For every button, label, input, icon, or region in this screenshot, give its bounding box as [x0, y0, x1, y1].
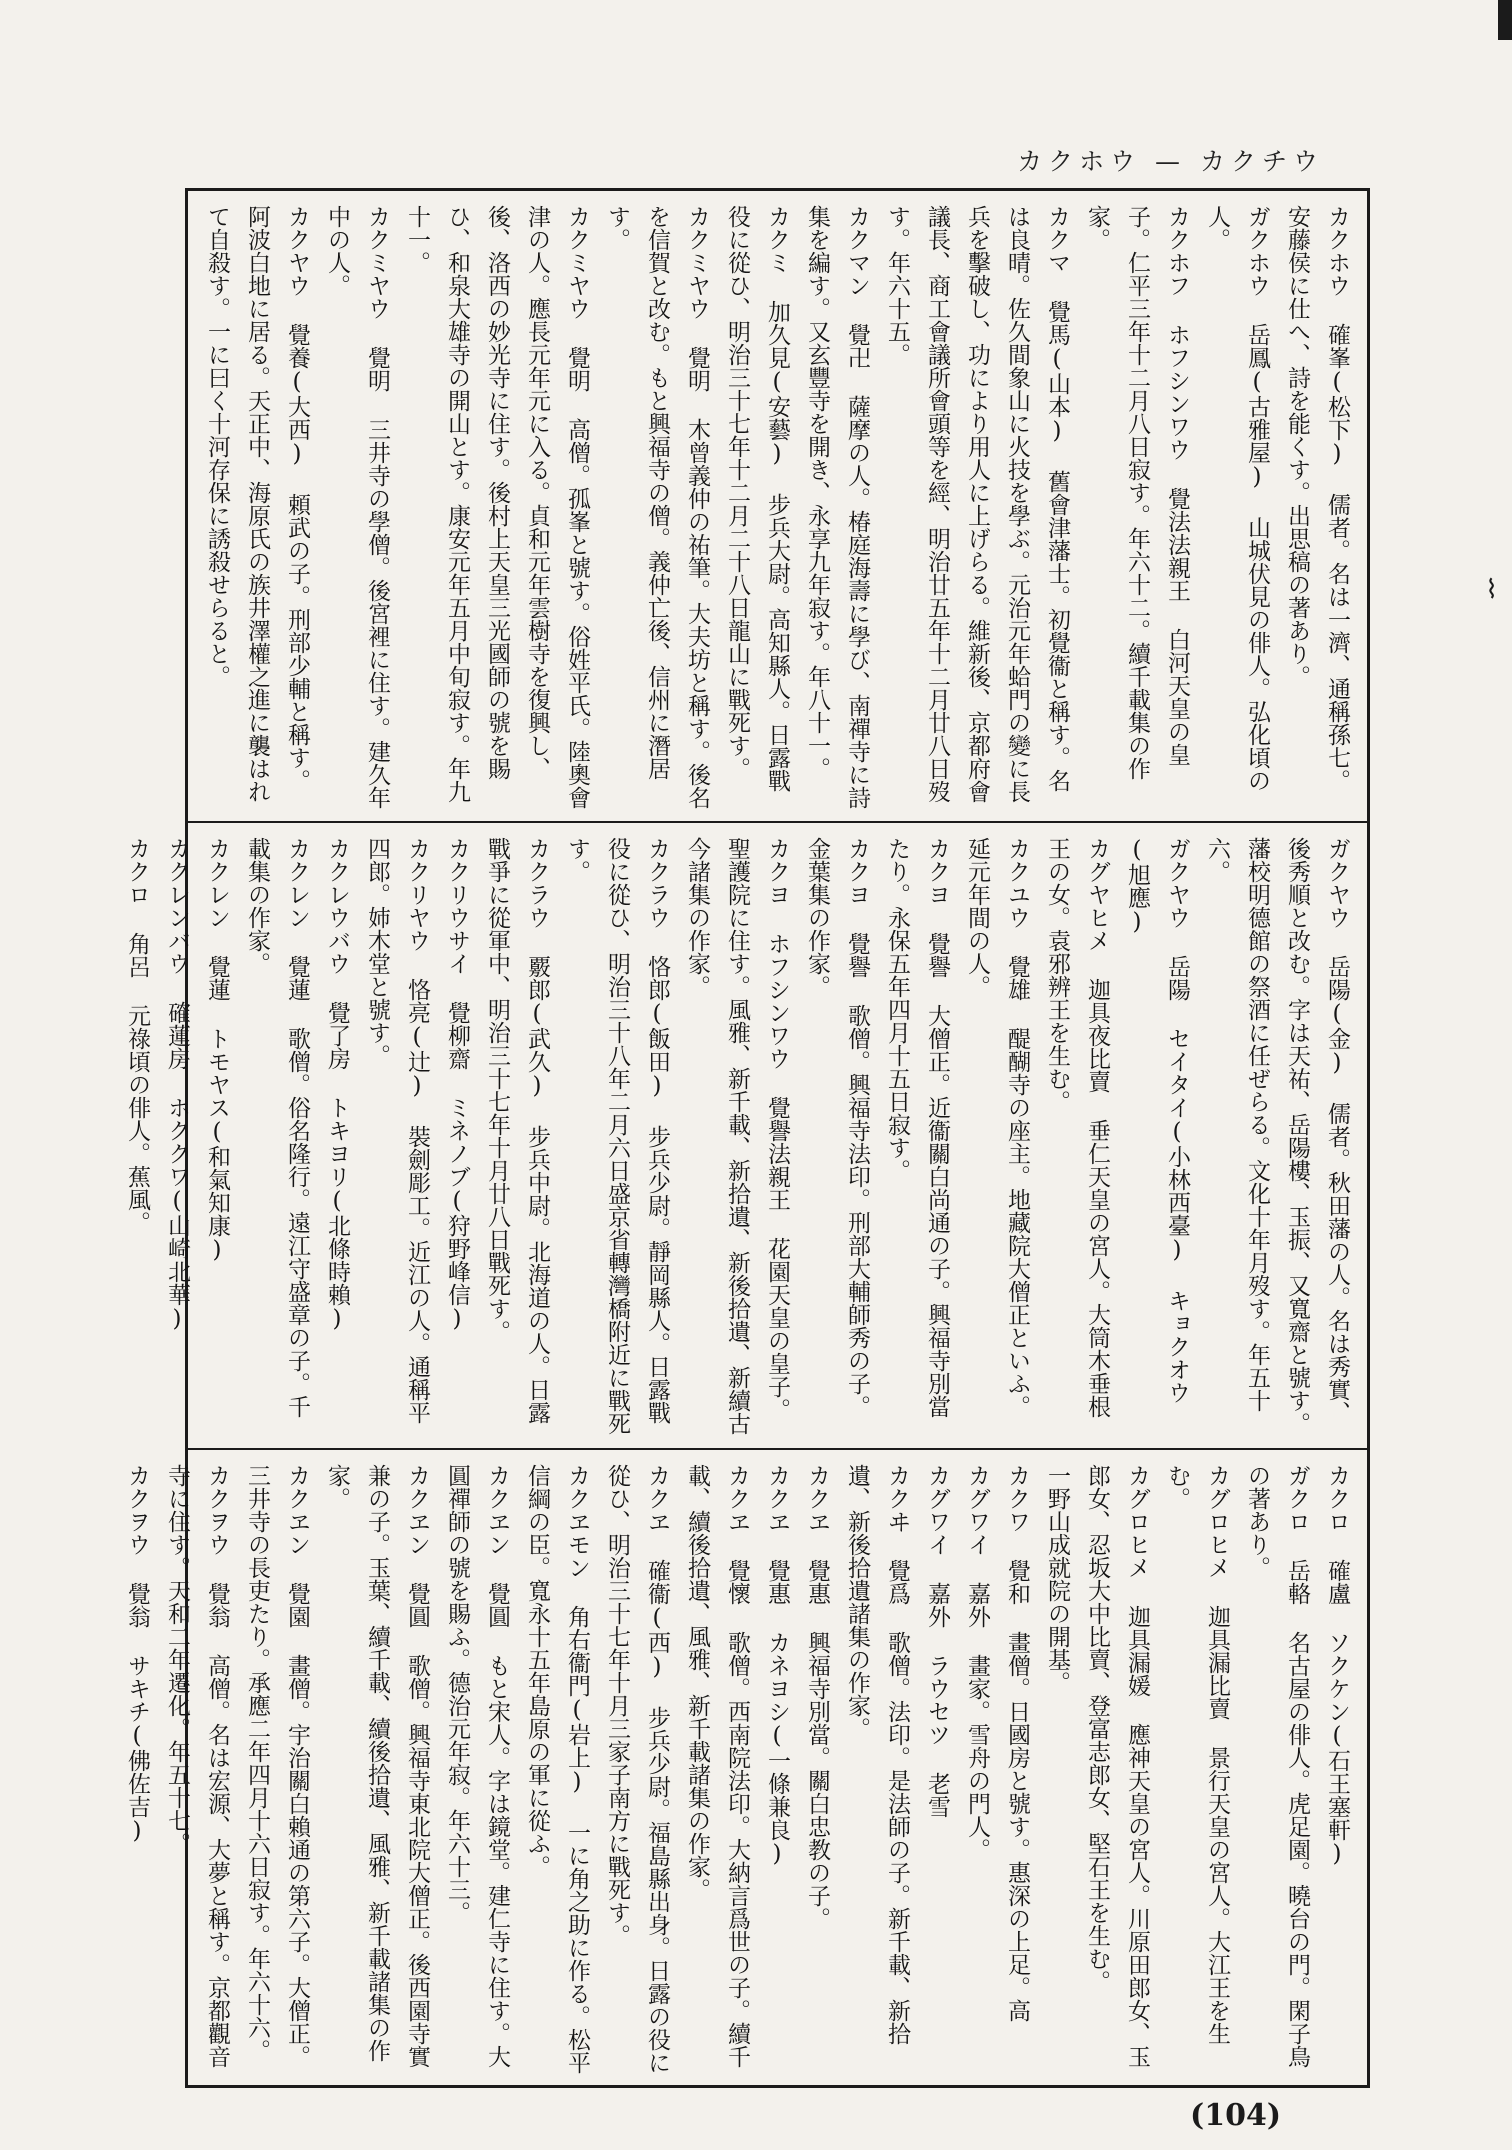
- dictionary-entry: カクヰ 覺爲 歌僧。法印。是法師の子。新千載、新拾遺、新後拾遺諸集の作家。: [844, 1464, 910, 2045]
- dictionary-entry: カクヱ 確衞(西) 步兵少尉。福島縣出身。日露の役に從ひ、明治三十七年十月三家子南方に戰死す。: [604, 1464, 670, 2074]
- dictionary-entry: 一野山成就院の開基。: [1044, 1464, 1070, 1694]
- dictionary-entry: カクラウ 恪郎(飯田) 步兵少尉。靜岡縣人。日露戰役に從ひ、明治三十八年二月六日盛京省轉灣橋附近に戰死す。: [564, 837, 670, 1435]
- dictionary-entry: カクレンバウ 確蓮房 ホククワ(山崎北華): [164, 837, 190, 1332]
- dictionary-entry: カクヱン 覺圓 もと宋人。字は鏡堂。建仁寺に住す。大圓禪師の號を賜ふ。德治元年寂。年六十三。: [444, 1464, 510, 2068]
- dictionary-entry: カグワイ 嘉外 畫家。雪舟の門人。: [964, 1464, 990, 1861]
- dictionary-entry: カクレウバウ 覺了房 トキヨリ(北條時賴): [324, 837, 350, 1332]
- running-header: カクホウ — カクチウ: [1017, 147, 1324, 176]
- dictionary-entry: カクヤウ 覺養(大西) 頼武の子。刑部少輔と稱す。阿波白地に居る。天正中、海原氏の族井澤權之進に襲はれて自殺す。一に曰く十河存保に誘殺せらると。: [204, 205, 310, 803]
- dictionary-entry: カクマ 覺馬(山本) 舊會津藩士。初覺衞と稱す。名は良晴。佐久間象山に火技を學ぶ。元治元年蛤門の變に長兵を擊破し、功により用人に上げらる。維新後、京都府會議長、商工會議所會頭等を經、明治廿五年十二月廿八日歿す。年六十五。: [884, 205, 1070, 803]
- dictionary-entry: カクラウ 覈郎(武久) 步兵中尉。北海道の人。日露戰爭に從軍中、明治三十七年十月廿八日戰死す。: [484, 837, 550, 1424]
- dictionary-entry: ガクロ 岳輅 名古屋の俳人。虎足園。曉台の門。閑子鳥の著あり。: [1244, 1464, 1310, 2068]
- entry-band-top: [188, 191, 1367, 823]
- dictionary-entry: カグロヒメ 迦具漏比賣 景行天皇の宮人。大江王を生む。: [1164, 1464, 1230, 2045]
- page-number: (104): [1190, 2098, 1282, 2133]
- dictionary-entry: カクレン 覺蓮 歌僧。俗名隆行。遠江守盛章の子。千載集の作家。: [244, 837, 310, 1418]
- dictionary-entry: カクヱモン 角右衞門(岩上) 一に角之助に作る。松平信綱の臣。寬永十五年島原の軍に從ふ。: [524, 1464, 590, 2074]
- dictionary-entry: カクヱ 覺懷 歌僧。西南院法印。大納言爲世の子。續千載、續後拾遺、風雅、新千載諸集の作家。: [684, 1464, 750, 2068]
- dictionary-entry: カクヨ 覺譽 歌僧。興福寺法印。刑部大輔師秀の子。金葉集の作家。: [804, 837, 870, 1418]
- dictionary-entry: カグワイ 嘉外 ラウセツ 老雪: [924, 1464, 950, 1818]
- dictionary-entry: カグロヒメ 迦具漏媛 應神天皇の宮人。川原田郎女、玉郎女、忍坂大中比賣、登富志郎女、堅石王を生む。: [1084, 1464, 1150, 2068]
- dictionary-entry: カクミヤウ 覺明 木曾義仲の祐筆。大夫坊と稱す。後名を信賀と改む。もと興福寺の僧。義仲亡後、信州に潛居す。: [604, 205, 710, 809]
- dictionary-entry: ガクヤウ 岳陽 セイタイ(小林西臺) キョクオウ(旭應): [1124, 837, 1190, 1404]
- dictionary-entry: カグヤヒメ 迦具夜比賣 垂仁天皇の宮人。大筒木垂根王の女。袁邪辨王を生む。: [1044, 837, 1110, 1418]
- dictionary-entry: カクヱ 覺惠 カネヨシ(一條兼良): [764, 1464, 790, 1867]
- dictionary-entry: カクミヤウ 覺明 高僧。孤峯と號す。俗姓平氏。陸奧會津の人。應長元年元に入る。貞和元年雲樹寺を復興し、後、洛西の妙光寺に住す。後村上天皇三光國師の號を賜ひ、和泉大雄寺の開山とす。康安元年五月中旬寂す。年九十一。: [404, 205, 590, 809]
- dictionary-entry: カクヱン 覺圓 歌僧。興福寺東北院大僧正。後西園寺實兼の子。玉葉、續千載、續後拾遺、風雅、新千載諸集の作家。: [324, 1464, 430, 2068]
- dictionary-frame: [124, 188, 1370, 2088]
- dictionary-entry: カクヲウ 覺翁 高僧。名は宏源、大夢と稱す。京都觀音寺に住す。天和二年遷化。年五十七。: [164, 1464, 230, 2068]
- dictionary-entry: カクリヤウ 恪亮(辻) 裝劍彫工。近江の人。通稱平四郎。姉木堂と號す。: [364, 837, 430, 1424]
- dictionary-entry: カクヱ 覺惠 興福寺別當。關白忠教の子。: [804, 1464, 830, 1930]
- dictionary-entry: カクホウ 確峯(松下) 儒者。名は一濟、通稱孫七。安藤侯に仕へ、詩を能くす。出思稿の著あり。: [1284, 205, 1350, 792]
- dictionary-entry: カクリウサイ 覺柳齋 ミネノブ(狩野峰信): [444, 837, 470, 1332]
- dictionary-entry: カクロ 角呂 元祿頃の俳人。蕉風。: [124, 837, 150, 1234]
- corner-mark: [1498, 0, 1512, 40]
- entry-band-bottom: [124, 1450, 1367, 2085]
- dictionary-entry: カクヱン 覺園 畫僧。宇治關白賴通の第六子。大僧正。三井寺の長吏たり。承應二年四月十六日寂す。年六十六。: [244, 1464, 310, 2068]
- dictionary-entry: カクユウ 覺雄 醍醐寺の座主。地藏院大僧正といふ。延元年間の人。: [964, 837, 1030, 1418]
- dictionary-entry: カクワ 覺和 畫僧。日國房と號す。惠深の上足。高: [1004, 1464, 1030, 2022]
- margin-mark: ⌇: [1485, 575, 1498, 605]
- dictionary-entry: カクヨ 覺譽 大僧正。近衞關白尚通の子。興福寺別當たり。永保五年四月十五日寂す。: [884, 837, 950, 1418]
- dictionary-entry: カクミ 加久見(安藝) 步兵大尉。高知縣人。日露戰役に從ひ、明治三十七年十二月二十八日龍山に戰死す。: [724, 205, 790, 792]
- dictionary-entry: ガクヤウ 岳陽(金) 儒者。秋田藩の人。名は秀實、後秀順と改む。字は天祐、岳陽樓、玉振、又寬齋と號す。藩校明德館の祭酒に任ぜらる。文化十年月歿す。年五十六。: [1204, 837, 1350, 1435]
- dictionary-entry: カクレン 覺蓮 トモヤス(和氣知康): [204, 837, 230, 1263]
- entry-band-middle: [124, 823, 1367, 1450]
- dictionary-entry: カクロ 確盧 ソクケン(石王塞軒): [1324, 1464, 1350, 1867]
- dictionary-entry: カクマン 覺卍 薩摩の人。椿庭海壽に學び、南禪寺に詩集を編す。又玄豐寺を開き、永享九年寂す。年八十一。: [804, 205, 870, 809]
- dictionary-entry: カクヲウ 覺翁 サキチ(佛佐吉): [124, 1464, 150, 1844]
- dictionary-entry: ガクホウ 岳鳳(古雅屋) 山城伏見の俳人。弘化頃の人。: [1204, 205, 1270, 792]
- dictionary-entry: カクホフ ホフシンワウ 覺法法親王 白河天皇の皇子。仁平三年十二月八日寂す。年六十二。續千載集の作家。: [1084, 205, 1190, 780]
- dictionary-entry: カクヨ ホフシンワウ 覺譽法親王 花園天皇の皇子。聖護院に住す。風雅、新千載、新拾遺、新後拾遺、新續古今諸集の作家。: [684, 837, 790, 1435]
- dictionary-entry: カクミヤウ 覺明 三井寺の學僧。後宮裡に住す。建久年中の人。: [324, 205, 390, 809]
